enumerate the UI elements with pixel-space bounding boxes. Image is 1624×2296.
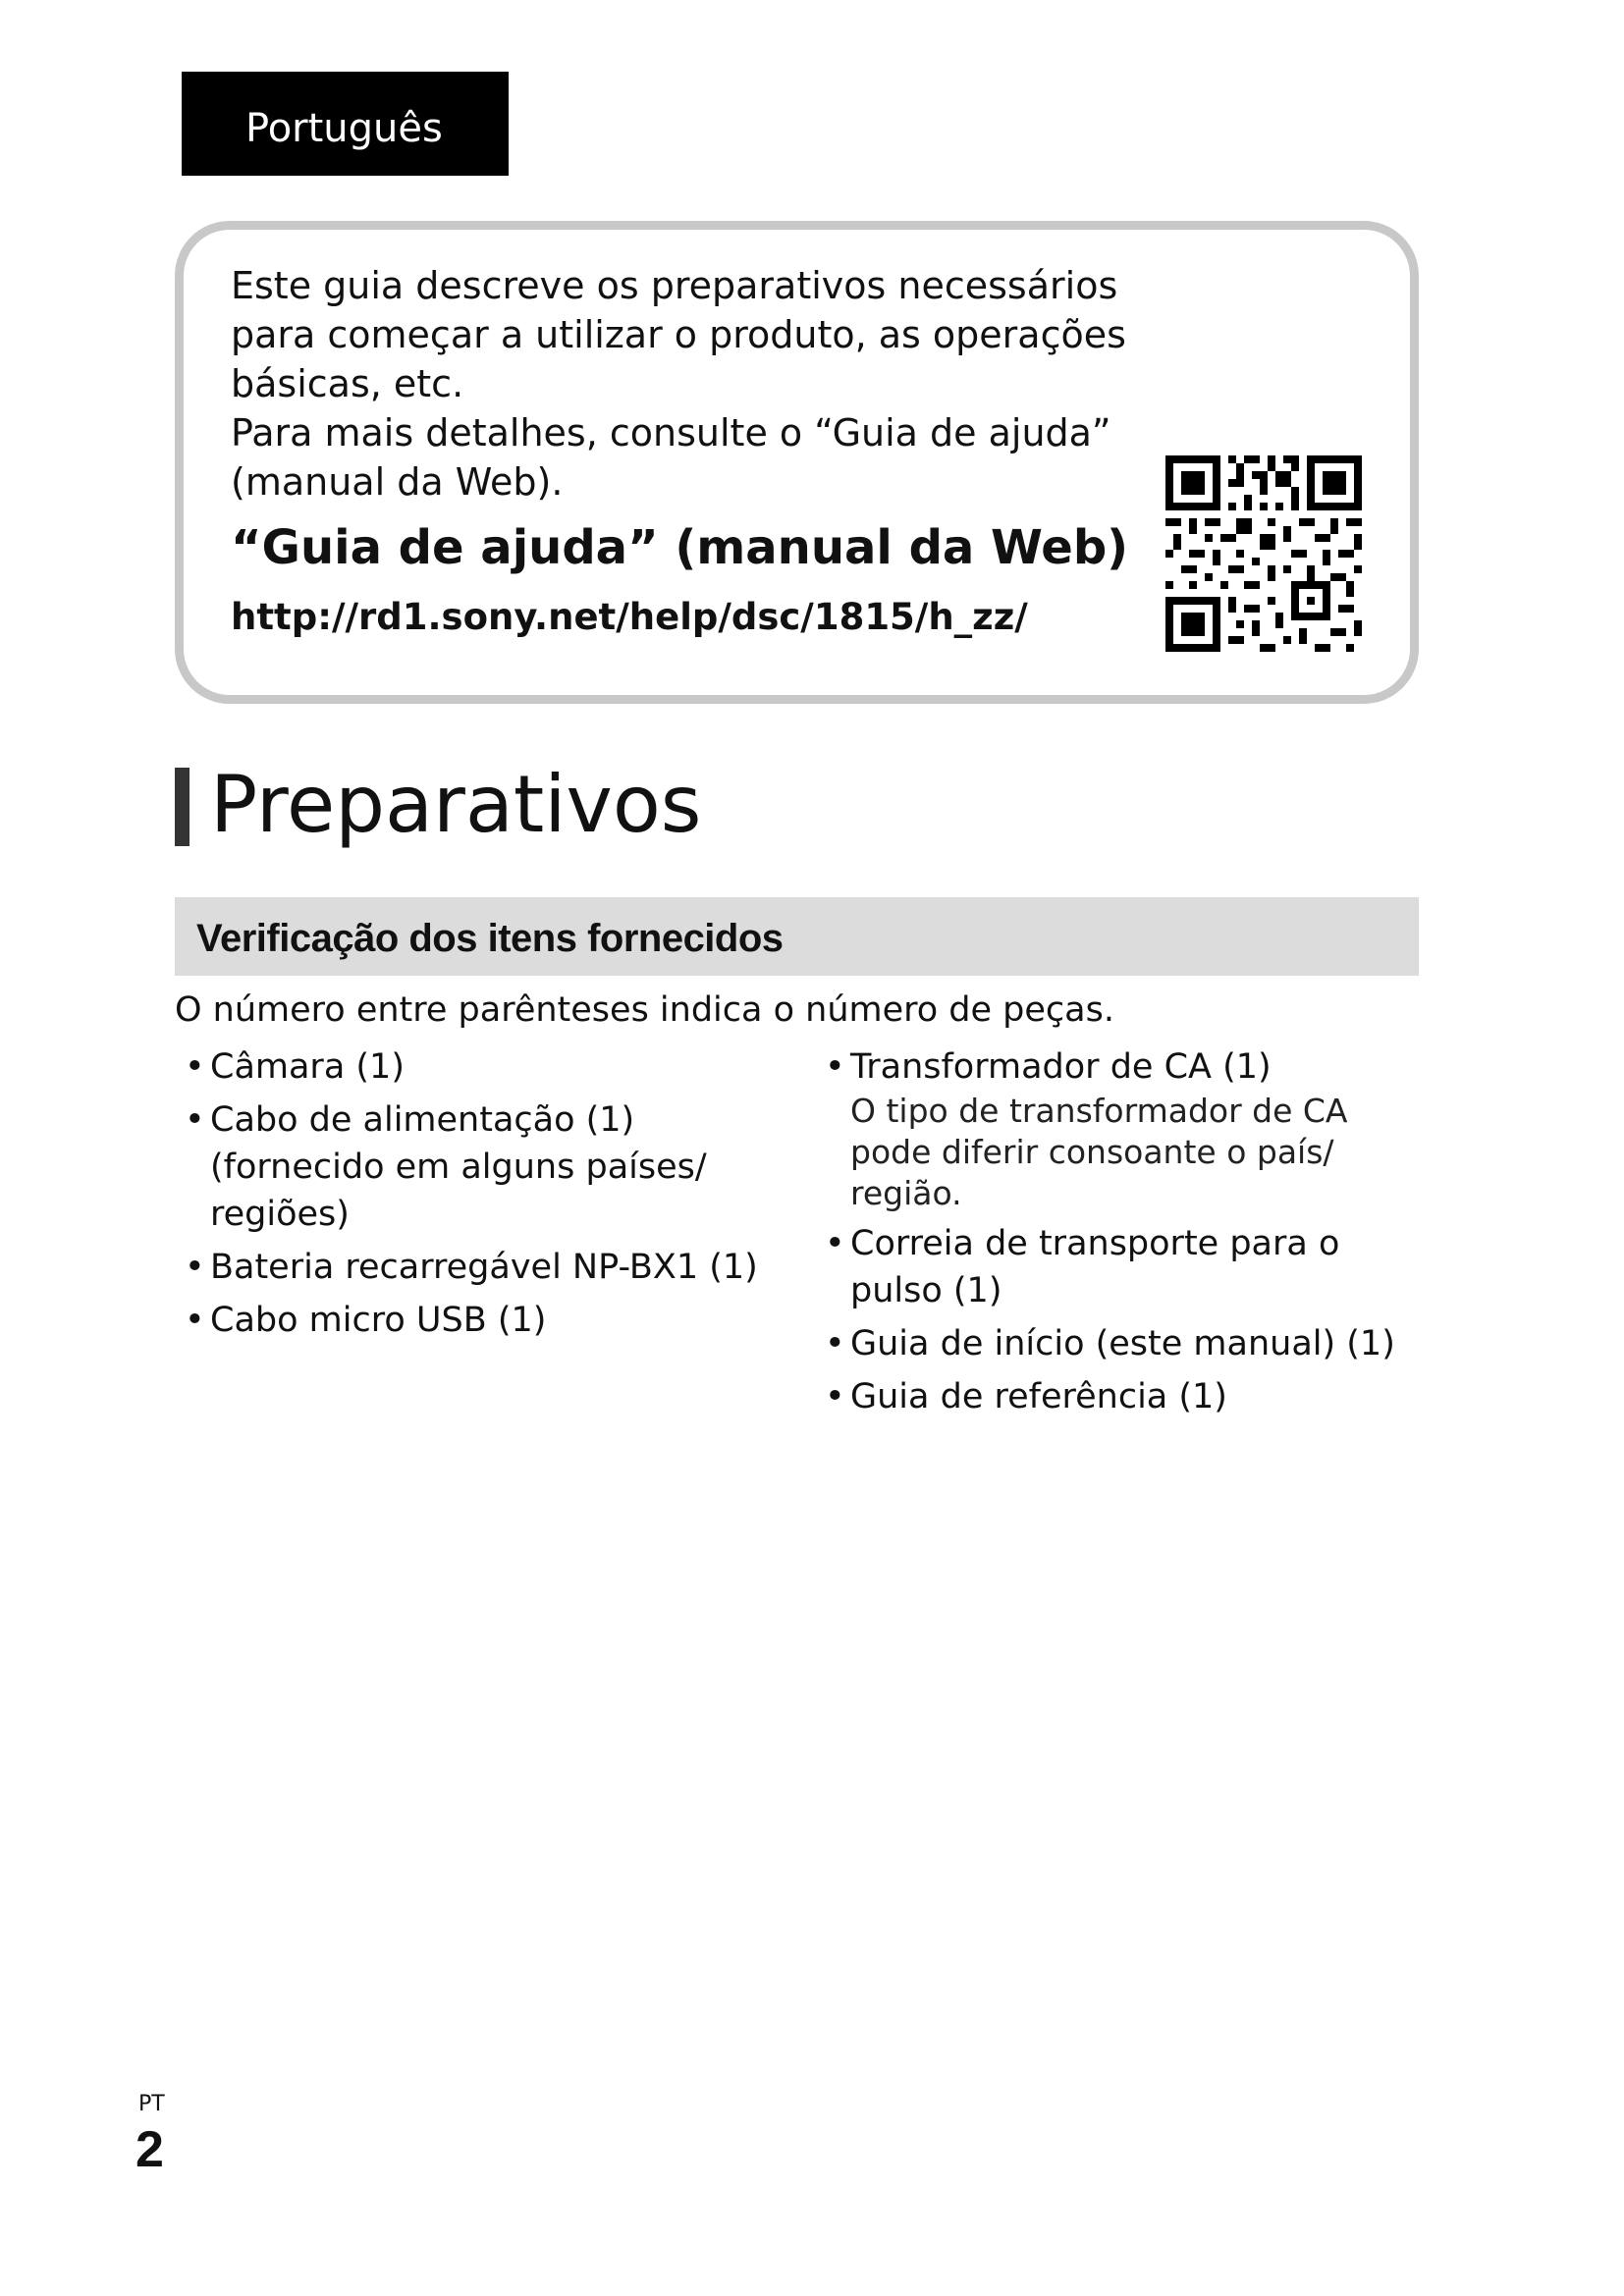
supplied-items-right [825,1043,1434,1426]
item-label: Câmara (1) [210,1047,405,1087]
bullet-icon: • [185,1248,205,1287]
item-label: Guia de início (este manual) (1) [850,1324,1395,1363]
item-label: Correia de transporte para o pulso (1) [850,1224,1340,1310]
intro-line: (manual da Web). [231,460,564,504]
bullet-icon: • [185,1047,205,1087]
bullet-icon: • [185,1301,205,1340]
list-item [185,1096,793,1238]
help-guide-box [175,221,1419,704]
section-title: Preparativos [210,759,702,850]
list-item [825,1320,1434,1367]
help-guide-title: “Guia de ajuda” (manual da Web) [231,520,1129,575]
bullet-icon: • [825,1047,845,1087]
item-label: Cabo de alimentação (1) (fornecido em alguns países/ regiões) [210,1100,707,1234]
item-label: Bateria recarregável NP-BX1 (1) [210,1248,758,1287]
list-item [825,1043,1434,1214]
item-note: O tipo de transformador de CA pode diferir consoante o país/ região. [850,1092,1348,1212]
list-item [825,1220,1434,1314]
intro-line: básicas, etc. [231,362,464,405]
bullet-icon: • [825,1224,845,1263]
section-accent-bar [175,768,189,846]
bullet-icon: • [825,1377,845,1416]
language-tab-label: Português [245,106,443,151]
qr-code-icon [1165,455,1362,652]
intro-line: Para mais detalhes, consulte o “Guia de ajuda” [231,411,1111,454]
intro-line: Este guia descreve os preparativos necessários [231,264,1118,307]
bullet-icon: • [185,1100,205,1140]
language-tab [182,72,509,176]
help-guide-url[interactable]: http://rd1.sony.net/help/dsc/1815/h_zz/ [231,596,1028,638]
list-item [185,1043,793,1091]
list-item [185,1244,793,1291]
page-number: 2 [135,2121,164,2178]
item-label: Guia de referência (1) [850,1377,1227,1416]
bullet-icon: • [825,1324,845,1363]
subsection-title: Verificação dos itens fornecidos [196,917,784,960]
quantity-note: O número entre parênteses indica o número de peças. [175,990,1114,1030]
list-item [825,1373,1434,1420]
supplied-items-left [185,1043,793,1350]
item-label: Cabo micro USB (1) [210,1301,547,1340]
intro-line: para começar a utilizar o produto, as operações [231,313,1126,356]
list-item [185,1297,793,1344]
item-label: Transformador de CA (1) [850,1047,1272,1087]
intro-text [231,261,1164,507]
subsection-header [175,897,1419,976]
page-language-code: PT [138,2092,165,2116]
